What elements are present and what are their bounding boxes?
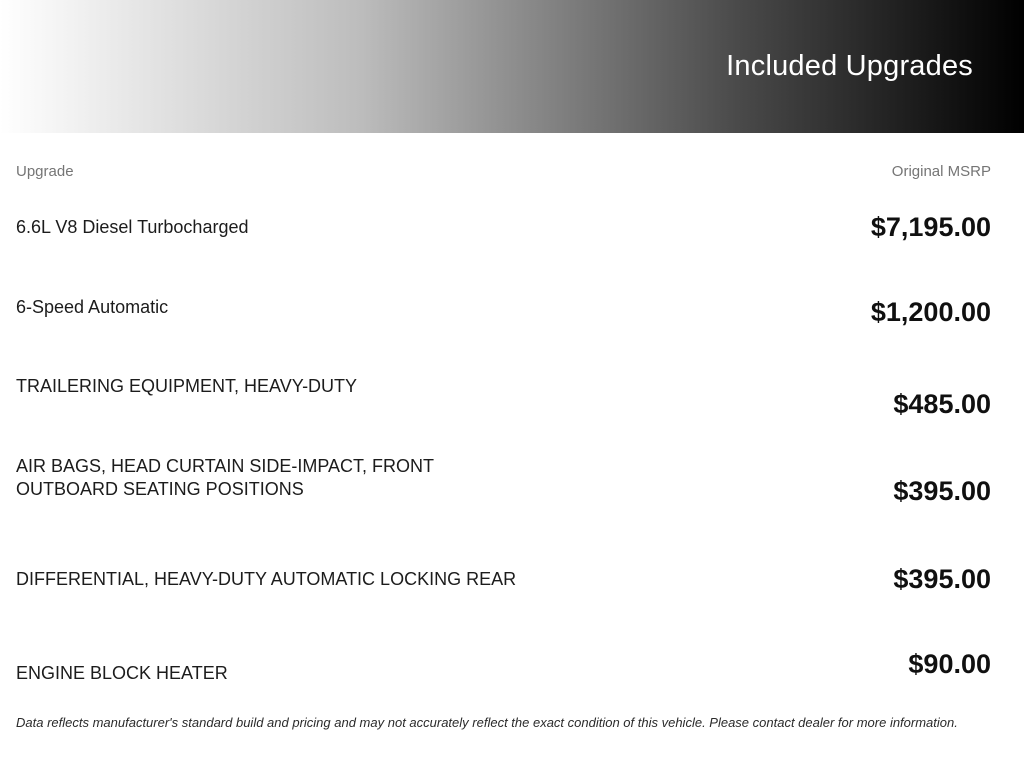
table-row <box>0 352 1024 438</box>
column-header-original-msrp: Original MSRP <box>891 163 991 180</box>
upgrade-msrp: $485.00 <box>893 388 991 419</box>
table-column-headers <box>0 133 1024 182</box>
upgrades-table <box>0 133 1024 730</box>
gradient-banner <box>0 0 1024 133</box>
table-row <box>0 182 1024 272</box>
table-row <box>0 627 1024 702</box>
upgrade-msrp: $395.00 <box>893 475 991 506</box>
upgrade-msrp: $90.00 <box>908 649 991 679</box>
upgrade-msrp: $395.00 <box>893 564 991 594</box>
table-row <box>0 532 1024 627</box>
table-body <box>0 182 1024 702</box>
upgrade-name: TRAILERING EQUIPMENT, HEAVY-DUTY <box>16 375 358 396</box>
upgrade-name: 6-Speed Automatic <box>16 296 169 317</box>
upgrade-name: DIFFERENTIAL, HEAVY-DUTY AUTOMATIC LOCKING REAR <box>16 569 517 589</box>
upgrade-name: AIR BAGS, HEAD CURTAIN SIDE-IMPACT, FRONT OUTBOARD SEATING POSITIONS <box>16 456 434 499</box>
disclaimer-text: Data reflects manufacturer's standard build and pricing and may not accurately reflect the exact condition of this vehicle. Please contact dealer for more information. <box>16 715 958 730</box>
upgrade-name: ENGINE BLOCK HEATER <box>16 663 228 683</box>
table-row <box>0 272 1024 352</box>
table-row <box>0 438 1024 532</box>
column-header-upgrade: Upgrade <box>16 163 74 180</box>
upgrade-msrp: $1,200.00 <box>870 296 991 327</box>
page-title: Included Upgrades <box>726 50 973 82</box>
upgrade-name: 6.6L V8 Diesel Turbocharged <box>16 216 249 237</box>
upgrade-msrp: $7,195.00 <box>870 211 991 242</box>
